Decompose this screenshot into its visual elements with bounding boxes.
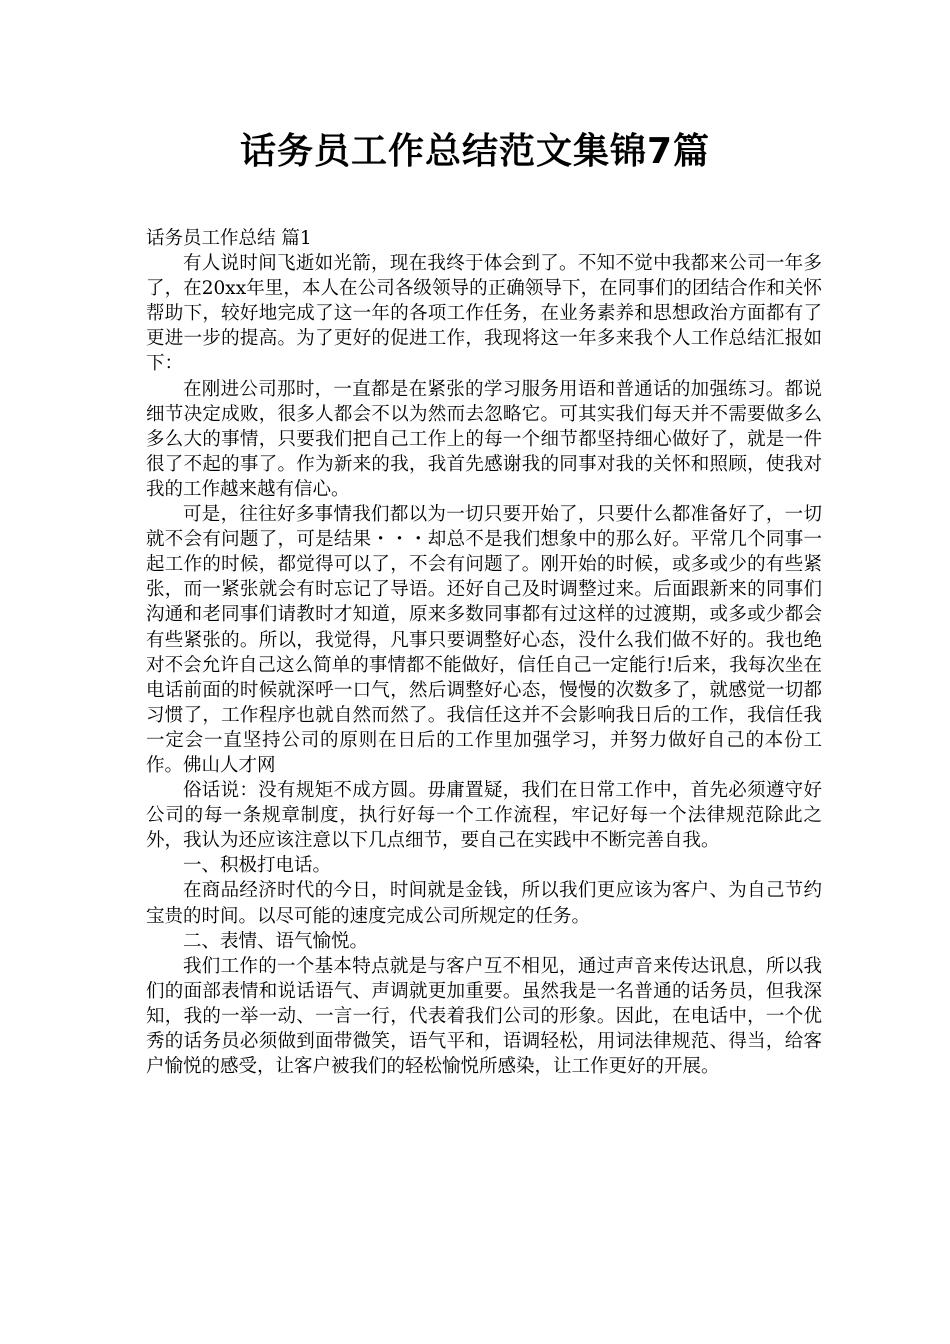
paragraph-adjustment: 可是，往往好多事情我们都以为一切只要开始了，只要什么都准备好了，一切就不会有问题了，可是结果・・・却总不是我们想象中的那么好。平常几个同事一起工作的时候，都觉得可以了，不会有问题了。刚开始的时候，或多或少的有些紧张，而一紧张就会有时忘记了导语。还好自己及时调整过来。后面跟新来的同事们沟通和老同事们请教时才知道，原来多数同事都有过这样的过渡期，或多或少都会有些紧张的。所以，我觉得，凡事只要调整好心态，没什么我们做不好的。我也绝对不会允许自己这么简单的事情都不能做好，信任自己一定能行!后来，我每次坐在电话前面的时候就深呼一口气，然后调整好心态，慢慢的次数多了，就感觉一切都习惯了，工作程序也就自然而然了。我信任这并不会影响我日后的工作，我信任我一定会一直坚持公司的原则在日后的工作里加强学习，并努力做好自己的本份工作。佛山人才网 xyxy=(146,504,822,776)
paragraph-intro: 有人说时间飞逝如光箭，现在我终于体会到了。不知不觉中我都来公司一年多了，在20xx年里，本人在公司各级领导的正确领导下，在同事们的团结合作和关怀帮助下，较好地完成了这一年的各项工作任务，在业务素养和思想政治方面都有了更进一步的提高。为了更好的促进工作，我现将这一年多来我个人工作总结汇报如下： xyxy=(146,253,822,375)
document-title: 话务员工作总结范文集锦7篇 xyxy=(239,131,711,172)
paragraph-expression: 我们工作的一个基本特点就是与客户互不相见，通过声音来传达讯息，所以我们的面部表情和说话语气、声调就更加重要。虽然我是一名普通的话务员，但我深知，我的一举一动、一言一行，代表着我们公司的形象。因此，在电话中，一个优秀的话务员必须做到面带微笑，语气平和，语调轻松，用词法律规范、得当，给客户愉悦的感受，让客户被我们的轻松愉悦所感染，让工作更好的开展。 xyxy=(146,955,822,1078)
paragraph-rules: 俗话说：没有规矩不成方圆。毋庸置疑，我们在日常工作中，首先必须遵守好公司的每一条规章制度，执行好每一个工作流程，牢记好每一个法律规范除此之外，我认为还应该注意以下几点细节，要自己在实践中不断完善自我。 xyxy=(146,780,822,852)
document-body xyxy=(146,226,822,1079)
subheading-2: 二、表情、语气愉悦。 xyxy=(183,930,369,952)
subheading-1: 一、积极打电话。 xyxy=(183,855,332,877)
paragraph-time: 在商品经济时代的今日，时间就是金钱，所以我们更应该为客户、为自己节约宝贵的时间。以尽可能的速度完成公司所规定的任务。 xyxy=(146,880,822,927)
paragraph-early-days: 在刚进公司那时，一直都是在紧张的学习服务用语和普通话的加强练习。都说细节决定成败，很多人都会不以为然而去忽略它。可其实我们每天并不需要做多么多么大的事情，只要我们把自己工作上的每一个细节都坚持细心做好了，就是一件很了不起的事了。作为新来的我，我首先感谢我的同事对我的关怀和照顾，使我对我的工作越来越有信心。 xyxy=(146,378,822,500)
section-heading: 话务员工作总结 篇1 xyxy=(146,228,312,249)
